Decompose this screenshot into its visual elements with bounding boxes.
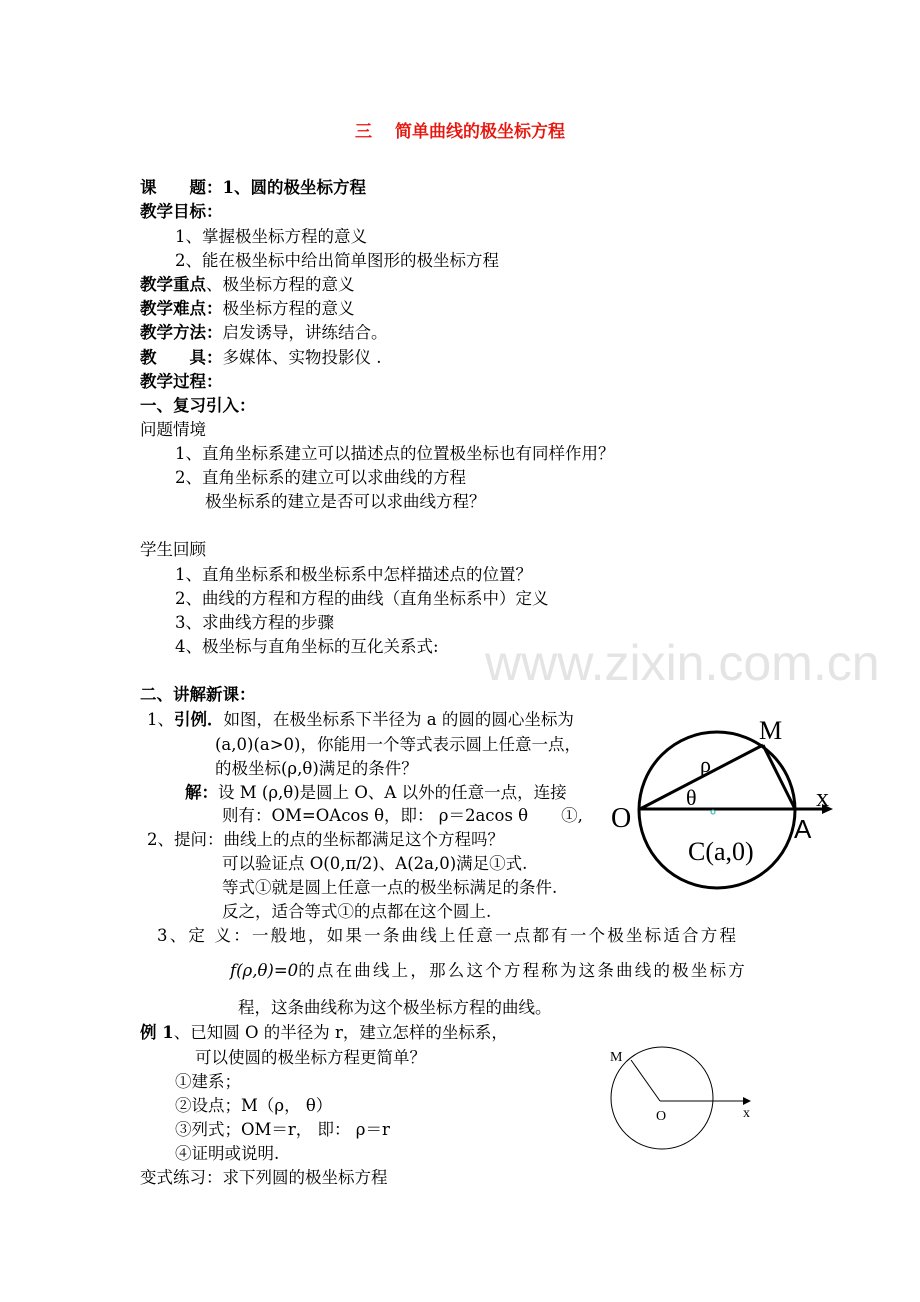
goal-item: 2、能在极坐标中给出简单图形的极坐标方程 <box>175 251 499 270</box>
label-a: A <box>794 814 812 844</box>
tools-text: 多媒体、实物投影仪 . <box>222 348 382 367</box>
segment-ma <box>763 745 795 809</box>
example1-text: 、已知圆 O 的半径为 r，建立怎样的坐标系， <box>173 1023 508 1042</box>
label-theta: θ <box>686 785 697 810</box>
question2-line: 可以验证点 O(0,π/2)、A(2a,0)满足①式. <box>222 854 528 873</box>
ex-label: 引例． <box>174 710 224 729</box>
watermark: www.zixin.com.cn <box>485 635 880 691</box>
question-item: 极坐标系的建立是否可以求曲线方程？ <box>205 492 486 511</box>
topic: 1、圆的极坐标方程 <box>222 178 366 197</box>
practice-line: 变式练习：求下列圆的极坐标方程 <box>140 1168 388 1187</box>
difficulty-text: 极坐标方程的意义 <box>222 299 355 318</box>
solution-label: 解： <box>185 783 218 802</box>
definition-line: 程，这条曲线称为这个极坐标方程的曲线。 <box>238 998 552 1017</box>
situation-label: 问题情境 <box>140 420 206 439</box>
small-figure-labels <box>610 1050 750 1124</box>
goals-label: 教学目标： <box>140 202 223 221</box>
solution-line: 则有：OM=OAcos θ，即： ρ＝2acos θ ①, <box>222 806 583 825</box>
example-line: 的极坐标(ρ,θ)满足的条件？ <box>215 759 418 778</box>
question2: 2、提问：曲线上的点的坐标都满足这个方程吗？ <box>147 830 504 849</box>
key-text: 、极坐标方程的意义 <box>206 275 355 294</box>
question-item: 1、直角坐标系建立可以描述点的位置极坐标也有同样作用？ <box>175 444 615 463</box>
goal-item: 1、掌握极坐标方程的意义 <box>175 227 367 246</box>
method-text: 启发诱导，讲练结合。 <box>222 323 388 342</box>
solution-text: 设 M (ρ,θ)是圆上 O、A 以外的任意一点，连接 <box>218 783 567 802</box>
question-item: 2、直角坐标系的建立可以求曲线的方程 <box>175 468 466 487</box>
example-line: (a,0)(a>0)，你能用一个等式表示圆上任意一点， <box>215 735 581 754</box>
small-circle-figure <box>611 1047 751 1149</box>
review-item: 4、极坐标与直角坐标的互化关系式: <box>175 637 439 656</box>
question2-line: 等式①就是圆上任意一点的极坐标满足的条件. <box>222 878 558 897</box>
student-review-label: 学生回顾 <box>140 540 206 559</box>
label-m: M <box>610 1050 623 1065</box>
label-o: O <box>656 1109 667 1124</box>
label-x: x <box>816 783 829 812</box>
definition-line: 3、定 义：一般地，如果一条曲线上任意一点都有一个极坐标适合方程 <box>157 926 739 945</box>
review-item: 2、曲线的方程和方程的曲线（直角坐标系中）定义 <box>175 589 549 608</box>
small-circle <box>611 1047 713 1149</box>
definition-formula: f(ρ,θ)=0 <box>230 961 299 980</box>
difficulty-label: 教学难点： <box>140 299 223 318</box>
label-m: M <box>759 716 783 745</box>
example1-line: 可以使圆的极坐标方程更简单？ <box>195 1048 426 1067</box>
question2-line: 反之，适合等式①的点都在这个圆上. <box>222 902 492 921</box>
figure-labels <box>611 716 829 866</box>
step-item: ③列式；OM＝r， 即： ρ＝r <box>175 1120 390 1139</box>
topic-label: 课 题： <box>140 178 223 197</box>
label-rho: ρ <box>700 752 711 777</box>
center-point <box>711 810 715 814</box>
ex-num: 1、 <box>147 710 174 729</box>
review-item: 3、求曲线方程的步骤 <box>175 613 334 632</box>
ex-text: 如图，在极坐标系下半径为 a 的圆的圆心坐标为 <box>223 710 574 729</box>
step-item: ①建系； <box>175 1072 241 1091</box>
example1-label: 例 1 <box>140 1023 174 1042</box>
label-x: x <box>743 1106 750 1121</box>
label-o: O <box>611 803 632 834</box>
radius <box>631 1060 660 1101</box>
method-label: 教学方法： <box>140 323 223 342</box>
review-heading: 一、复习引入： <box>140 396 256 415</box>
tools-label: 教 具： <box>140 348 223 367</box>
label-c: C(a,0) <box>688 837 754 866</box>
definition-text: 的点在曲线上，那么这个方程称为这条曲线的极坐标方 <box>298 961 747 980</box>
page-title: 三 简单曲线的极坐标方程 <box>355 122 565 142</box>
review-item: 1、直角坐标系和极坐标系中怎样描述点的位置？ <box>175 565 532 584</box>
step-item: ②设点；M（ρ， θ） <box>175 1096 333 1115</box>
step-item: ④证明或说明. <box>175 1144 280 1163</box>
small-arrow-head <box>743 1097 751 1105</box>
new-lesson-heading: 二、讲解新课： <box>140 685 256 704</box>
process-label: 教学过程： <box>140 372 223 391</box>
key-label: 教学重点 <box>140 275 206 294</box>
